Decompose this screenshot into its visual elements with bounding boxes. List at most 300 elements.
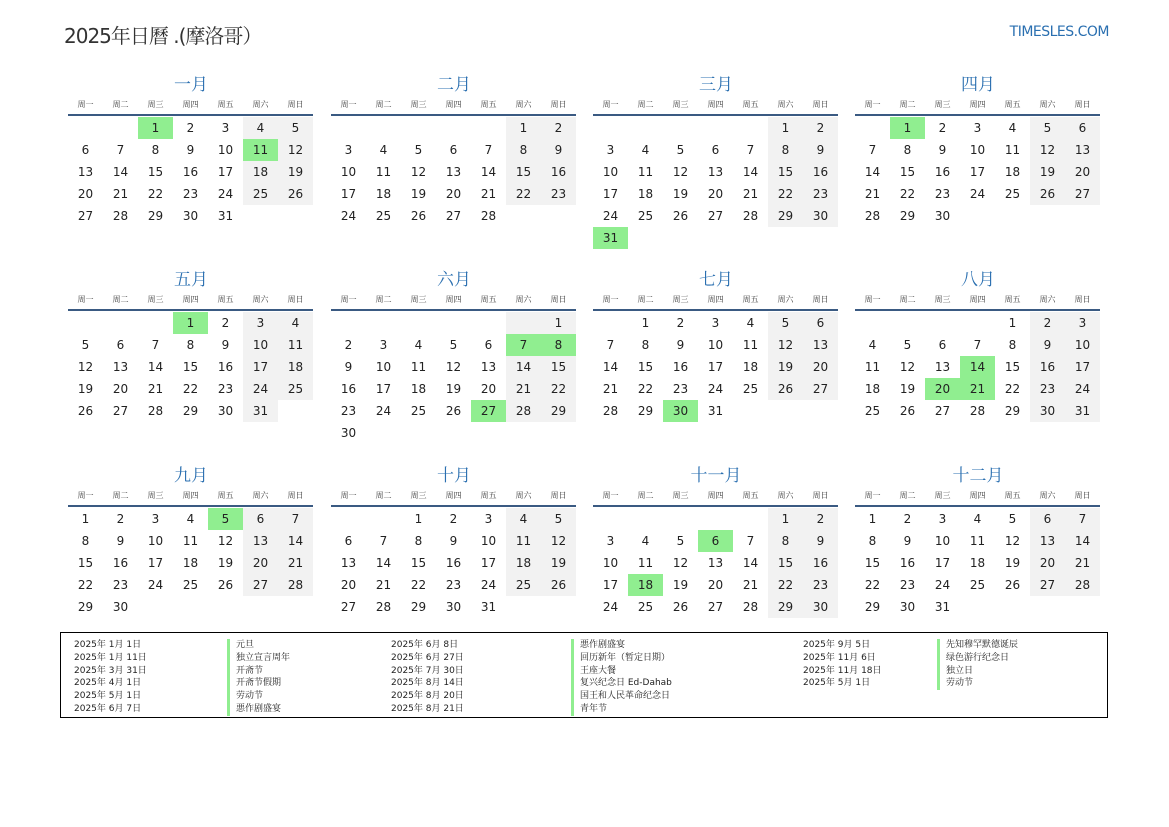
weekday-label: 周二 xyxy=(899,100,916,109)
weekday-label: 周一 xyxy=(77,491,94,500)
day-grid xyxy=(855,508,1101,618)
empty-cell xyxy=(855,117,890,139)
day-cell: 18 xyxy=(506,552,541,574)
day-cell: 22 xyxy=(77,578,94,592)
day-cell: 3 xyxy=(711,316,720,330)
day-cell: 28 xyxy=(969,404,986,418)
day-cell: 9 xyxy=(1030,334,1065,356)
legend-dates-3 xyxy=(803,639,882,690)
empty-cell xyxy=(506,422,541,444)
day-cell: 21 xyxy=(278,552,313,574)
day-cell: 17 xyxy=(602,578,619,592)
weekday-label: 周三 xyxy=(147,295,164,304)
day-cell: 6 xyxy=(81,143,90,157)
day-cell: 26 xyxy=(672,209,689,223)
day-cell: 15 xyxy=(1004,360,1021,374)
day-cell: 14 xyxy=(742,556,759,570)
day-cell: 24 xyxy=(217,187,234,201)
day-cell: 26 xyxy=(410,209,427,223)
legend-holiday-name: 悪作剧盛宴 xyxy=(227,703,290,716)
day-cell: 5 xyxy=(1030,117,1065,139)
empty-cell xyxy=(995,596,1030,618)
weekday-header xyxy=(855,98,1101,112)
empty-cell xyxy=(471,312,506,334)
weekday-header xyxy=(331,293,577,307)
day-cell: 4 xyxy=(1008,121,1017,135)
day-cell: 1 xyxy=(541,312,576,334)
day-cell: 17 xyxy=(340,187,357,201)
day-cell: 9 xyxy=(449,534,458,548)
weekday-label: 周四 xyxy=(182,100,199,109)
day-cell: 14 xyxy=(112,165,129,179)
day-cell: 2 xyxy=(903,512,912,526)
day-cell: 26 xyxy=(1004,578,1021,592)
day-cell: 2 xyxy=(938,121,947,135)
empty-cell xyxy=(628,117,663,139)
day-cell: 15 xyxy=(768,161,803,183)
day-cell: 19 xyxy=(445,382,462,396)
day-cell: 24 xyxy=(480,578,497,592)
legend-date: 2025年 6月 27日 xyxy=(391,652,464,663)
holiday-day-cell: 1 xyxy=(890,117,925,139)
day-cell: 27 xyxy=(445,209,462,223)
day-cell: 13 xyxy=(803,334,838,356)
day-cell: 7 xyxy=(116,143,125,157)
empty-cell xyxy=(768,227,803,249)
day-cell: 29 xyxy=(182,404,199,418)
weekday-label: 周三 xyxy=(147,100,164,109)
weekday-label: 周六 xyxy=(515,295,532,304)
day-grid xyxy=(331,508,577,618)
weekday-label: 周二 xyxy=(637,491,654,500)
weekday-label: 周三 xyxy=(934,491,951,500)
legend-date: 2025年 3月 31日 xyxy=(74,665,147,676)
day-cell: 26 xyxy=(541,574,576,596)
day-cell: 19 xyxy=(410,187,427,201)
holiday-day-cell: 14 xyxy=(960,356,995,378)
day-cell: 15 xyxy=(899,165,916,179)
day-cell: 31 xyxy=(1065,400,1100,422)
day-cell: 28 xyxy=(112,209,129,223)
day-cell: 23 xyxy=(340,404,357,418)
weekday-label: 周四 xyxy=(445,295,462,304)
legend-date: 2025年 5月 1日 xyxy=(803,678,871,689)
weekday-label: 周一 xyxy=(77,100,94,109)
empty-cell xyxy=(593,508,628,530)
day-cell: 24 xyxy=(147,578,164,592)
day-cell: 20 xyxy=(77,187,94,201)
day-cell: 10 xyxy=(934,534,951,548)
day-cell: 3 xyxy=(938,512,947,526)
day-cell: 23 xyxy=(899,578,916,592)
day-cell: 25 xyxy=(243,183,278,205)
day-cell: 7 xyxy=(484,143,493,157)
weekday-header xyxy=(593,293,839,307)
month-block xyxy=(593,465,839,618)
weekday-label: 周六 xyxy=(1039,100,1056,109)
holiday-day-cell: 7 xyxy=(506,334,541,356)
day-cell: 23 xyxy=(803,574,838,596)
empty-cell xyxy=(1065,596,1100,618)
day-cell: 12 xyxy=(1030,139,1065,161)
month-name: 九月 xyxy=(174,466,208,486)
empty-cell xyxy=(331,508,366,530)
weekday-label: 周三 xyxy=(410,295,427,304)
day-cell: 19 xyxy=(77,382,94,396)
day-cell: 25 xyxy=(742,382,759,396)
weekday-label: 周六 xyxy=(515,100,532,109)
empty-cell xyxy=(628,508,663,530)
day-cell: 28 xyxy=(506,400,541,422)
day-cell: 26 xyxy=(278,183,313,205)
weekday-label: 周二 xyxy=(899,295,916,304)
empty-cell xyxy=(68,117,103,139)
day-cell: 8 xyxy=(186,338,195,352)
holiday-day-cell: 11 xyxy=(243,139,278,161)
day-cell: 27 xyxy=(112,404,129,418)
weekday-label: 周四 xyxy=(969,295,986,304)
weekday-label: 周四 xyxy=(182,491,199,500)
empty-cell xyxy=(103,117,138,139)
day-cell: 5 xyxy=(449,338,458,352)
day-cell: 13 xyxy=(243,530,278,552)
month-block xyxy=(855,465,1101,618)
weekday-label: 周五 xyxy=(742,100,759,109)
weekday-label: 周五 xyxy=(217,295,234,304)
month-name: 十二月 xyxy=(952,466,1004,486)
day-cell: 1 xyxy=(768,508,803,530)
day-cell: 11 xyxy=(637,556,654,570)
day-cell: 5 xyxy=(414,143,423,157)
empty-cell xyxy=(1030,205,1065,227)
day-cell: 10 xyxy=(602,165,619,179)
day-cell: 19 xyxy=(672,187,689,201)
empty-cell xyxy=(243,205,278,227)
day-cell: 3 xyxy=(151,512,160,526)
legend-date: 2025年 1月 11日 xyxy=(74,652,147,663)
empty-cell xyxy=(138,596,173,618)
holiday-day-cell: 1 xyxy=(173,312,208,334)
day-cell: 19 xyxy=(541,552,576,574)
day-cell: 2 xyxy=(186,121,195,135)
month-rule xyxy=(855,505,1100,507)
month-name: 十一月 xyxy=(690,466,742,486)
month-block xyxy=(331,465,577,618)
day-cell: 6 xyxy=(484,338,493,352)
empty-cell xyxy=(436,422,471,444)
weekday-label: 周一 xyxy=(864,295,881,304)
day-cell: 24 xyxy=(375,404,392,418)
day-cell: 20 xyxy=(340,578,357,592)
day-cell: 25 xyxy=(637,209,654,223)
day-cell: 6 xyxy=(449,143,458,157)
day-cell: 23 xyxy=(445,578,462,592)
day-cell: 28 xyxy=(864,209,881,223)
day-cell: 6 xyxy=(938,338,947,352)
empty-cell xyxy=(138,312,173,334)
day-cell: 18 xyxy=(1004,165,1021,179)
day-cell: 17 xyxy=(217,165,234,179)
empty-cell xyxy=(68,312,103,334)
weekday-label: 周六 xyxy=(777,295,794,304)
day-cell: 23 xyxy=(934,187,951,201)
day-cell: 3 xyxy=(379,338,388,352)
day-cell: 20 xyxy=(707,187,724,201)
day-cell: 1 xyxy=(1008,316,1017,330)
day-cell: 30 xyxy=(803,205,838,227)
holiday-day-cell: 30 xyxy=(663,400,698,422)
day-cell: 22 xyxy=(768,183,803,205)
day-cell: 23 xyxy=(541,183,576,205)
weekday-label: 周四 xyxy=(182,295,199,304)
day-cell: 31 xyxy=(217,209,234,223)
day-cell: 10 xyxy=(1065,334,1100,356)
empty-cell xyxy=(890,312,925,334)
day-cell: 28 xyxy=(278,574,313,596)
day-cell: 19 xyxy=(1030,161,1065,183)
day-grid xyxy=(331,312,577,444)
weekday-label: 周四 xyxy=(445,491,462,500)
day-cell: 22 xyxy=(637,382,654,396)
weekday-label: 周二 xyxy=(112,295,129,304)
day-cell: 30 xyxy=(340,426,357,440)
day-cell: 10 xyxy=(147,534,164,548)
weekday-label: 周三 xyxy=(934,295,951,304)
day-cell: 12 xyxy=(672,165,689,179)
day-cell: 23 xyxy=(217,382,234,396)
empty-cell xyxy=(331,117,366,139)
month-block xyxy=(68,465,314,618)
day-cell: 17 xyxy=(707,360,724,374)
month-block xyxy=(331,269,577,444)
month-rule xyxy=(855,309,1100,311)
day-cell: 21 xyxy=(1065,552,1100,574)
weekday-label: 周五 xyxy=(1004,100,1021,109)
day-grid xyxy=(68,312,314,422)
day-cell: 13 xyxy=(707,556,724,570)
day-cell: 13 xyxy=(934,360,951,374)
legend-holiday-name: 悪作剧盛宴 xyxy=(571,639,672,652)
day-cell: 13 xyxy=(445,165,462,179)
legend-date: 2025年 5月 1日 xyxy=(74,691,142,702)
empty-cell xyxy=(663,117,698,139)
month-rule xyxy=(68,114,313,116)
day-cell: 3 xyxy=(606,143,615,157)
day-cell: 21 xyxy=(864,187,881,201)
empty-cell xyxy=(278,205,313,227)
day-cell: 29 xyxy=(637,404,654,418)
legend-holiday-name: 劳动节 xyxy=(227,690,290,703)
day-cell: 5 xyxy=(768,312,803,334)
day-cell: 30 xyxy=(445,600,462,614)
day-cell: 11 xyxy=(506,530,541,552)
day-cell: 3 xyxy=(973,121,982,135)
day-cell: 8 xyxy=(151,143,160,157)
day-cell: 27 xyxy=(1030,574,1065,596)
day-cell: 7 xyxy=(606,338,615,352)
weekday-label: 周二 xyxy=(375,100,392,109)
day-cell: 4 xyxy=(973,512,982,526)
day-cell: 20 xyxy=(445,187,462,201)
month-name: 五月 xyxy=(174,270,208,290)
day-cell: 31 xyxy=(934,600,951,614)
weekday-label: 周日 xyxy=(812,100,829,109)
month-block xyxy=(855,269,1101,422)
day-cell: 28 xyxy=(742,209,759,223)
weekday-label: 周日 xyxy=(287,491,304,500)
day-cell: 24 xyxy=(340,209,357,223)
weekday-label: 周三 xyxy=(672,100,689,109)
day-cell: 17 xyxy=(969,165,986,179)
legend-holiday-name: 独立日 xyxy=(937,665,1018,678)
day-cell: 29 xyxy=(899,209,916,223)
day-cell: 24 xyxy=(602,600,619,614)
weekday-header xyxy=(68,98,314,112)
weekday-label: 周三 xyxy=(672,491,689,500)
day-cell: 18 xyxy=(243,161,278,183)
day-cell: 22 xyxy=(899,187,916,201)
day-cell: 12 xyxy=(672,556,689,570)
day-cell: 27 xyxy=(707,209,724,223)
empty-cell xyxy=(593,312,628,334)
day-cell: 4 xyxy=(243,117,278,139)
legend-date: 2025年 6月 7日 xyxy=(74,703,142,714)
day-cell: 16 xyxy=(1030,356,1065,378)
weekday-label: 周六 xyxy=(252,100,269,109)
day-cell: 5 xyxy=(676,534,685,548)
weekday-label: 周日 xyxy=(812,295,829,304)
empty-cell xyxy=(436,312,471,334)
day-cell: 2 xyxy=(449,512,458,526)
day-cell: 10 xyxy=(375,360,392,374)
day-cell: 7 xyxy=(868,143,877,157)
day-cell: 24 xyxy=(243,378,278,400)
weekday-label: 周三 xyxy=(147,491,164,500)
day-cell: 6 xyxy=(1065,117,1100,139)
day-cell: 11 xyxy=(375,165,392,179)
day-cell: 20 xyxy=(243,552,278,574)
empty-cell xyxy=(803,400,838,422)
empty-cell xyxy=(331,312,366,334)
day-cell: 18 xyxy=(278,356,313,378)
weekday-label: 周二 xyxy=(899,491,916,500)
legend-date: 2025年 8月 14日 xyxy=(391,678,464,689)
day-cell: 22 xyxy=(541,378,576,400)
day-cell: 27 xyxy=(934,404,951,418)
weekday-label: 周日 xyxy=(550,100,567,109)
day-cell: 6 xyxy=(116,338,125,352)
legend-holiday-name: 王座大餐 xyxy=(571,665,672,678)
day-grid xyxy=(855,117,1101,227)
day-cell: 28 xyxy=(1065,574,1100,596)
day-cell: 10 xyxy=(340,165,357,179)
day-cell: 3 xyxy=(1065,312,1100,334)
day-cell: 26 xyxy=(77,404,94,418)
weekday-label: 周六 xyxy=(1039,295,1056,304)
day-cell: 14 xyxy=(278,530,313,552)
day-cell: 16 xyxy=(803,161,838,183)
day-cell: 15 xyxy=(77,556,94,570)
weekday-label: 周日 xyxy=(550,295,567,304)
day-cell: 4 xyxy=(746,316,755,330)
day-cell: 17 xyxy=(934,556,951,570)
day-cell: 18 xyxy=(182,556,199,570)
day-cell: 9 xyxy=(676,338,685,352)
day-cell: 31 xyxy=(480,600,497,614)
day-cell: 3 xyxy=(606,534,615,548)
weekday-label: 周二 xyxy=(637,100,654,109)
weekday-label: 周五 xyxy=(1004,295,1021,304)
day-cell: 4 xyxy=(379,143,388,157)
day-grid xyxy=(68,508,314,618)
day-cell: 27 xyxy=(1065,183,1100,205)
empty-cell xyxy=(733,227,768,249)
day-cell: 4 xyxy=(641,534,650,548)
empty-cell xyxy=(733,508,768,530)
weekday-label: 周六 xyxy=(252,295,269,304)
month-name: 三月 xyxy=(699,75,733,95)
day-cell: 14 xyxy=(742,165,759,179)
day-cell: 5 xyxy=(1008,512,1017,526)
legend-date: 2025年 6月 8日 xyxy=(391,640,459,650)
month-name: 六月 xyxy=(437,270,471,290)
empty-cell xyxy=(1030,596,1065,618)
empty-cell xyxy=(960,205,995,227)
empty-cell xyxy=(208,596,243,618)
day-cell: 14 xyxy=(147,360,164,374)
day-cell: 26 xyxy=(899,404,916,418)
day-cell: 25 xyxy=(278,378,313,400)
day-cell: 22 xyxy=(506,183,541,205)
weekday-label: 周四 xyxy=(969,491,986,500)
site-logo[interactable]: TIMESLES.COM xyxy=(1009,24,1109,40)
weekday-label: 周日 xyxy=(287,100,304,109)
day-cell: 4 xyxy=(414,338,423,352)
legend-holiday-name: 回历新年（暂定日期） xyxy=(571,652,672,665)
legend-date: 2025年 4月 1日 xyxy=(74,678,142,689)
day-cell: 6 xyxy=(243,508,278,530)
day-cell: 7 xyxy=(379,534,388,548)
empty-cell xyxy=(855,312,890,334)
holiday-legend xyxy=(60,632,1108,718)
empty-cell xyxy=(506,596,541,618)
weekday-label: 周三 xyxy=(934,100,951,109)
day-cell: 29 xyxy=(768,596,803,618)
day-cell: 21 xyxy=(375,578,392,592)
legend-date: 2025年 8月 20日 xyxy=(391,691,464,702)
day-cell: 29 xyxy=(541,400,576,422)
day-cell: 30 xyxy=(217,404,234,418)
empty-cell xyxy=(960,596,995,618)
day-cell: 19 xyxy=(768,356,803,378)
month-block xyxy=(68,269,314,422)
day-cell: 26 xyxy=(768,378,803,400)
day-cell: 29 xyxy=(1004,404,1021,418)
weekday-label: 周日 xyxy=(1074,100,1091,109)
day-cell: 3 xyxy=(484,512,493,526)
day-cell: 24 xyxy=(602,209,619,223)
day-cell: 18 xyxy=(375,187,392,201)
day-grid xyxy=(855,312,1101,422)
weekday-label: 周三 xyxy=(672,295,689,304)
day-cell: 16 xyxy=(217,360,234,374)
day-cell: 7 xyxy=(1065,508,1100,530)
weekday-label: 周四 xyxy=(445,100,462,109)
day-cell: 21 xyxy=(742,187,759,201)
day-cell: 24 xyxy=(969,187,986,201)
empty-cell xyxy=(366,312,401,334)
day-cell: 15 xyxy=(637,360,654,374)
